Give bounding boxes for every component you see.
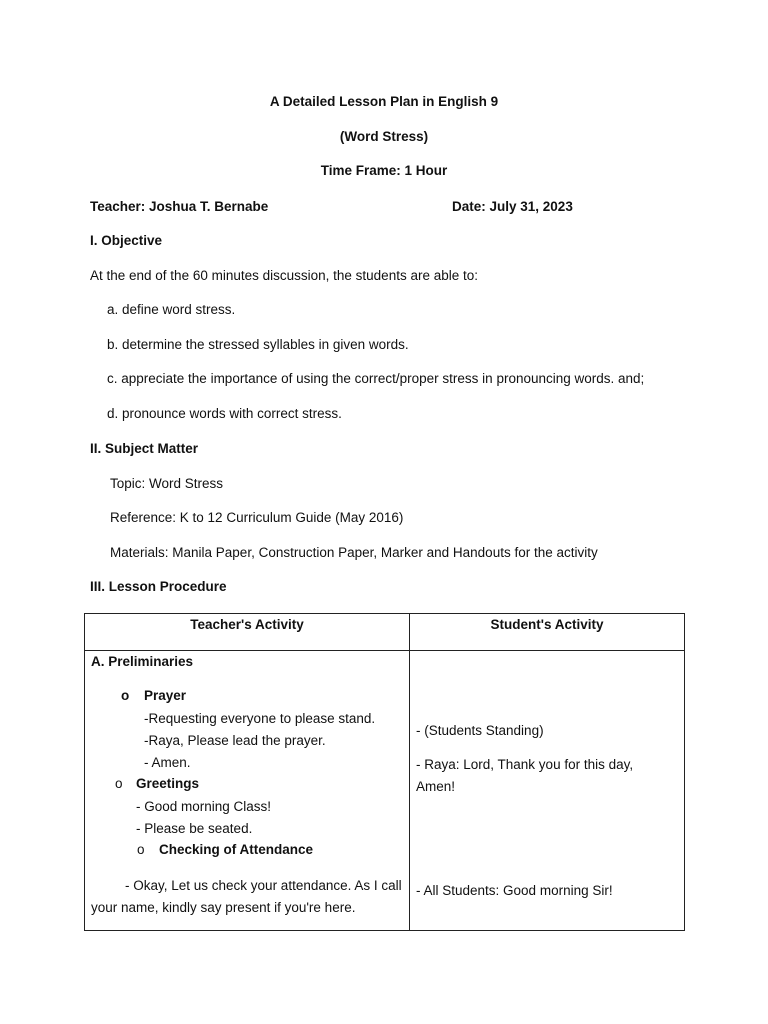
student-line: - (Students Standing) <box>416 723 544 738</box>
doc-subtitle: (Word Stress) <box>339 129 429 144</box>
lesson-date: Date: July 31, 2023 <box>452 199 573 214</box>
attendance-line: - Okay, Let us check your attendance. As I call <box>125 878 402 893</box>
table-row <box>85 651 685 931</box>
prayer-line: -Raya, Please lead the prayer. <box>144 733 326 748</box>
attendance-line: your name, kindly say present if you're here. <box>91 900 356 915</box>
bullet-icon: o <box>137 842 145 857</box>
teacher-activity-cell <box>85 651 410 931</box>
greetings-line: - Please be seated. <box>136 821 253 836</box>
col-header-teacher: Teacher's Activity <box>85 614 410 651</box>
prayer-line: -Requesting everyone to please stand. <box>144 711 376 726</box>
subject-materials: Materials: Manila Paper, Construction Paper, Marker and Handouts for the activity <box>110 545 598 560</box>
objective-item: d. pronounce words with correct stress. <box>107 406 342 421</box>
greetings-line: - Good morning Class! <box>136 799 272 814</box>
procedure-heading: III. Lesson Procedure <box>90 579 227 594</box>
preliminaries-heading: A. Preliminaries <box>91 654 194 669</box>
col-header-student: Student's Activity <box>410 614 685 651</box>
prayer-label: Prayer <box>144 688 187 703</box>
subject-reference: Reference: K to 12 Curriculum Guide (May 2016) <box>110 510 404 525</box>
student-line: - All Students: Good morning Sir! <box>416 883 613 898</box>
teacher-name: Teacher: Joshua T. Bernabe <box>90 199 269 214</box>
objective-intro: At the end of the 60 minutes discussion, the students are able to: <box>90 268 478 283</box>
time-frame: Time Frame: 1 Hour <box>320 163 448 178</box>
objective-item: a. define word stress. <box>107 302 236 317</box>
objective-heading: I. Objective <box>90 233 163 248</box>
subject-topic: Topic: Word Stress <box>110 476 224 491</box>
objective-item: c. appreciate the importance of using the correct/proper stress in pronouncing words. and; <box>107 371 645 386</box>
objective-item: b. determine the stressed syllables in given words. <box>107 337 409 352</box>
prayer-line: - Amen. <box>144 755 191 770</box>
greetings-label: Greetings <box>136 776 200 791</box>
doc-title: A Detailed Lesson Plan in English 9 <box>269 94 499 109</box>
student-line: - Raya: Lord, Thank you for this day, <box>416 757 634 772</box>
student-line: Amen! <box>416 779 456 794</box>
procedure-table <box>84 613 685 931</box>
subject-heading: II. Subject Matter <box>90 441 199 456</box>
bullet-icon: o <box>115 776 123 791</box>
attendance-label: Checking of Attendance <box>159 842 314 857</box>
bullet-icon: o <box>121 688 130 703</box>
table-header-row <box>85 614 685 651</box>
student-activity-cell <box>410 651 685 931</box>
